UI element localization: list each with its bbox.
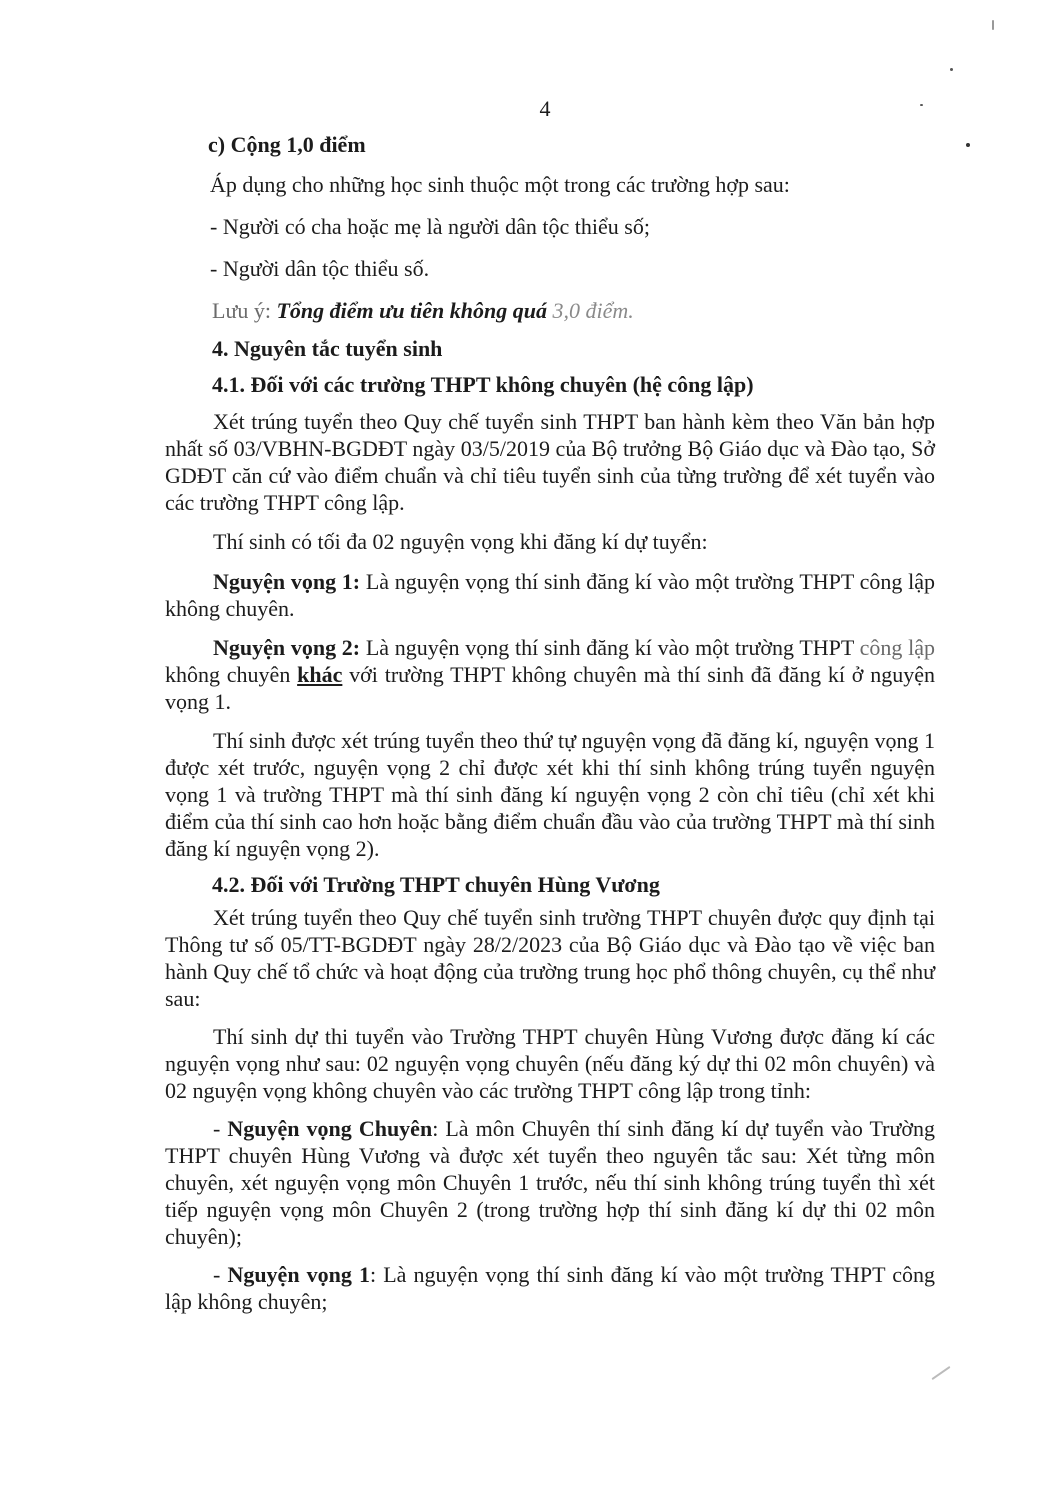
section-c-title: c) Cộng 1,0 điểm [208,132,366,157]
document-body [165,128,935,1315]
wish-1-label: Nguyện vọng 1: [213,569,361,594]
section-4-1-title: 4.1. Đối với các trường THPT không chuyên (hệ công lập) [212,372,754,397]
scan-speck [920,104,923,106]
section-c-item-1: - Người có cha hoặc mẹ là người dân tộc thiểu số; [210,214,650,239]
specialized-wish-prefix: - [213,1116,228,1141]
section-4-2-title: 4.2. Đối với Trường THPT chuyên Hùng Vương [212,872,660,897]
specialized-wish-paragraph [165,1115,935,1250]
section-4-2-paragraph-1: Xét trúng tuyển theo Quy chế tuyển sinh trường THPT chuyên được quy định tại Thông tư số 05/TT-BGDĐT ngày 28/2/2023 của Bộ Giáo dục và Đào tạo về việc ban hành Quy chế tổ chức và hoạt động của trường trung học phổ thông chuyên, cụ thể như sau: [165,905,935,1011]
priority-note [212,290,935,332]
wish-2-text-a: Là nguyện vọng thí sinh đăng kí vào một trường THPT [360,635,860,660]
note-text: Tổng điểm ưu tiên không quá [276,298,547,323]
wish-2-paragraph [165,634,935,715]
specialized-wish-text: : Là môn Chuyên thí sinh đăng kí dự tuyển vào Trường THPT chuyên Hùng Vương và được xét tuyển theo nguyên tắc sau: Xét từng môn chuyên, xét nguyện vọng môn Chuyên 1 trước, nếu thí sinh không trúng tuyển thì xét tiếp nguyện vọng môn Chuyên 2 (trong trường hợp thí sinh đăng kí dự thi 02 môn chuyên); [165,1116,936,1249]
non-specialized-wish-1-text: : Là nguyện vọng thí sinh đăng kí vào một trường THPT công lập không chuyên; [165,1262,936,1314]
wish-2-text-faint: công lập [859,635,935,660]
note-value: 3,0 điểm. [552,298,634,323]
wish-2-text-c: với trường THPT không chuyên mà thí sinh đã đăng kí ở nguyện vọng 1. [165,662,935,714]
wish-2-text-b: không chuyên [165,662,298,687]
page-number: 4 [539,96,551,121]
wish-2-different: khác [297,662,343,687]
wish-1-text: Là nguyện vọng thí sinh đăng kí vào một trường THPT công lập không chuyên. [165,569,936,621]
section-4-1-paragraph-1: Xét trúng tuyển theo Quy chế tuyển sinh THPT ban hành kèm theo Văn bản hợp nhất số 03/VBHN-BGDĐT ngày 03/5/2019 của Bộ trưởng Bộ Giáo dục và Đào tạo, Sở GDĐT căn cứ vào điểm chuẩn và chỉ tiêu tuyển sinh của từng trường để xét tuyển vào các trường THPT công lập. [165,409,935,515]
non-specialized-wish-1-prefix: - [213,1262,228,1287]
section-4-2-paragraph-2: Thí sinh dự thi tuyển vào Trường THPT chuyên Hùng Vương được đăng kí các nguyện vọng như sau: 02 nguyện vọng chuyên (nếu đăng ký dự thi 02 môn chuyên) và 02 nguyện vọng không chuyên vào các trường THPT công lập trong tỉnh: [165,1024,935,1103]
section-c-item-2: - Người dân tộc thiểu số. [210,256,430,281]
wish-1-paragraph [165,568,935,622]
section-4-title: 4. Nguyên tắc tuyển sinh [212,336,443,361]
non-specialized-wish-1-paragraph [165,1261,935,1315]
specialized-wish-label: Nguyện vọng Chuyên [227,1116,433,1141]
scan-speck [992,20,994,30]
wish-2-label: Nguyện vọng 2: [213,635,361,660]
scan-speck [966,143,970,147]
scan-speck [931,1366,950,1380]
section-c-intro: Áp dụng cho những học sinh thuộc một trong các trường hợp sau: [210,172,790,197]
non-specialized-wish-1-label: Nguyện vọng 1 [227,1262,370,1287]
section-4-1-paragraph-2: Thí sinh có tối đa 02 nguyện vọng khi đăng kí dự tuyển: [213,529,708,554]
scan-speck [950,68,953,71]
section-4-1-paragraph-3: Thí sinh được xét trúng tuyển theo thứ tự nguyện vọng đã đăng kí, nguyện vọng 1 được xét trước, nguyện vọng 2 chỉ được xét khi thí sinh không trúng tuyển nguyện vọng 1 và trường THPT mà thí sinh đăng kí nguyện vọng 2 còn chỉ tiêu (chỉ xét khi điểm của thí sinh cao hơn hoặc bằng điểm chuẩn đầu vào của trường THPT mà thí sinh đăng kí nguyện vọng 2). [165,728,935,861]
note-label: Lưu ý: [212,298,271,323]
